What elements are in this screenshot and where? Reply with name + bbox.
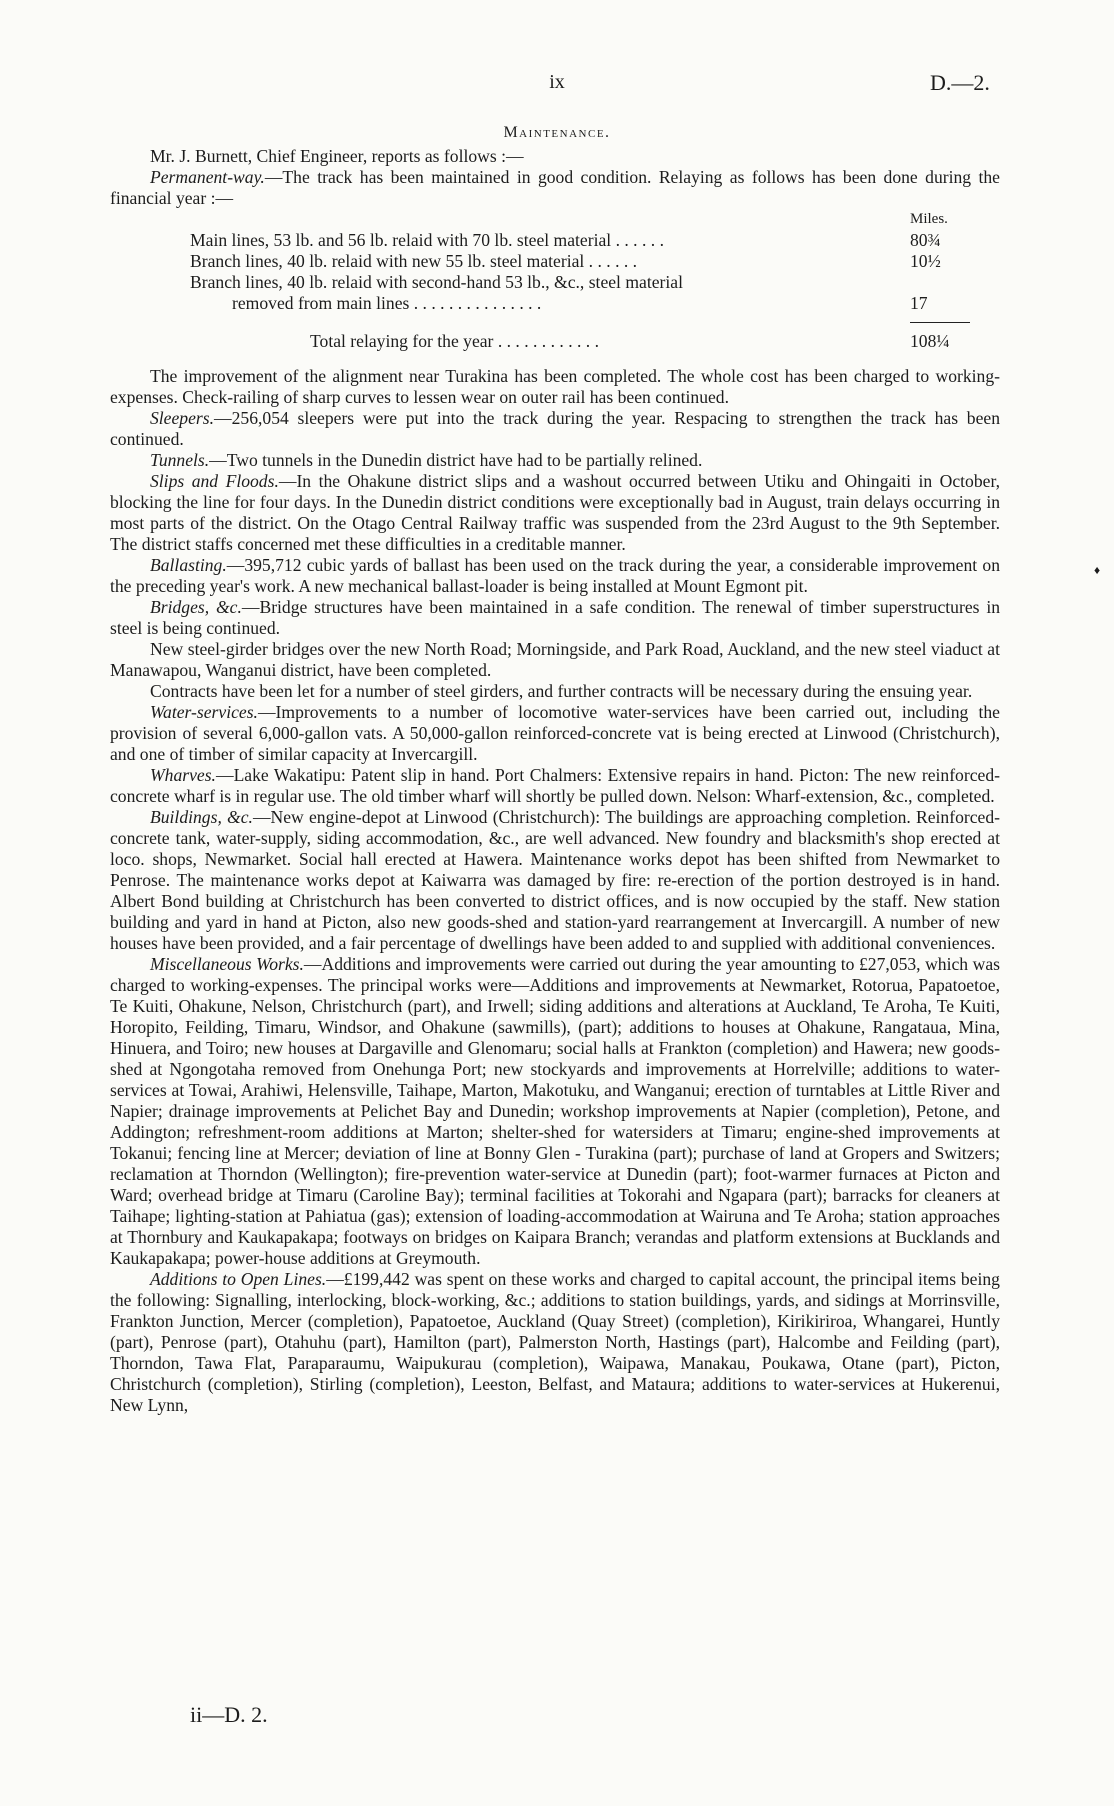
relaying-row: removed from main lines . . . . . . . . . . . . . . . 17 <box>232 293 928 313</box>
document-body <box>110 146 1000 1416</box>
wharves-paragraph: Wharves.—Lake Wakatipu: Patent slip in hand. Port Chalmers: Extensive repairs in hand. Picton: The new reinforced-concrete wharf is in regular use. The old timber wharf will shortly be pulled down. Nelson: Wharf-extension, &c., completed. <box>110 765 1000 806</box>
total-rule <box>910 322 970 323</box>
relaying-row: Branch lines, 40 lb. relaid with new 55 lb. steel material . . . . . . 10½ <box>190 251 941 271</box>
relaying-row: Main lines, 53 lb. and 56 lb. relaid with 70 lb. steel material . . . . . . 80¾ <box>190 230 941 250</box>
bridges-paragraph: Bridges, &c.—Bridge structures have been maintained in a safe condition. The renewal of timber superstructures in steel is being continued. <box>110 597 1000 638</box>
permanent-way-title: Permanent-way. <box>150 167 265 187</box>
relaying-row: Branch lines, 40 lb. relaid with second-hand 53 lb., &c., steel material <box>190 272 683 292</box>
sleepers-paragraph: Sleepers.—256,054 sleepers were put into the track during the year. Respacing to strengthen the track has been continued. <box>110 408 1000 449</box>
page-footer: ii—D. 2. <box>190 1702 268 1727</box>
relaying-unit-row <box>110 209 1000 230</box>
page-number: ix <box>549 71 565 93</box>
document-reference: D.—2. <box>930 70 990 95</box>
relaying-total-row: Total relaying for the year . . . . . . . . . . . . 108¼ <box>310 331 950 351</box>
permanent-way-paragraph: Permanent-way.—The track has been maintained in good condition. Relaying as follows has been done during the financial year :— <box>110 167 1000 208</box>
unit-label: Miles. <box>910 211 948 227</box>
margin-mark: ♦ <box>1094 563 1101 577</box>
tunnels-paragraph: Tunnels.—Two tunnels in the Dunedin district have had to be partially relined. <box>150 450 703 470</box>
buildings-paragraph: Buildings, &c.—New engine-depot at Linwood (Christchurch): The buildings are approaching completion. Reinforced-concrete tank, water-supply, siding accommodation, &c., are well advanced. New foundry and blacksmith's shop erected at loco. shops, Newmarket. Social hall erected at Hawera. Maintenance works depot has been shifted from Newmarket to Penrose. The maintenance works depot at Kaiwarra was damaged by fire: re-erection of the portion destroyed is in hand. Albert Bond building at Christchurch has been converted to district offices, and is now occupied by the staff. New station building and yard in hand at Picton, also new goods-shed and station-yard rearrangement at Invercargill. A number of new houses have been provided, and a fair percentage of dwellings have been added to and supplied with additional conveniences. <box>110 807 1000 953</box>
slips-floods-paragraph: Slips and Floods.—In the Ohakune district slips and a washout occurred between Utiku and Ohingaiti in October, blocking the line for four days. In the Dunedin district conditions were exceptionally bad in August, train delays occurring in most parts of the district. On the Otago Central Railway traffic was suspended from the 23rd August to the 9th September. The district staffs concerned met these difficulties in a creditable manner. <box>110 471 1000 554</box>
relaying-table <box>110 209 1000 352</box>
additions-open-lines-paragraph: Additions to Open Lines.—£199,442 was spent on these works and charged to capital account, the principal items being the following: Signalling, interlocking, block-working, &c.; additions to station buildings, yards, and sidings at Morrinsville, Frankton Junction, Mercer (completion), Papatoetoe, Auckland (Quay Street) (completion), Kirikiriroa, Whangarei, Huntly (part), Penrose (part), Otahuhu (part), Hamilton (part), Palmerston North, Hastings (part), Halcombe and Feilding (part), Thorndon, Tawa Flat, Paraparaumu, Waipukurau (completion), Waipawa, Manakau, Poukawa, Otane (part), Picton, Christchurch (completion), Stirling (completion), Leeston, Belfast, and Mataura; additions to water-services at Hukerenui, New Lynn, <box>110 1269 1000 1415</box>
section-heading: Maintenance. <box>503 124 611 141</box>
contracts-paragraph: Contracts have been let for a number of steel girders, and further contracts will be necessary during the ensuing year. <box>150 681 973 701</box>
intro-paragraph: Mr. J. Burnett, Chief Engineer, reports as follows :— <box>150 146 524 166</box>
alignment-paragraph: The improvement of the alignment near Turakina has been completed. The whole cost has been charged to working-expenses. Check-railing of sharp curves to lessen wear on outer rail has been continued. <box>110 366 1000 407</box>
miscellaneous-works-paragraph: Miscellaneous Works.—Additions and improvements were carried out during the year amounting to £27,053, which was charged to working-expenses. The principal works were—Additions and improvements at Newmarket, Rotorua, Papatoetoe, Te Kuiti, Ohakune, Nelson, Christchurch (part), and Irwell; siding additions and alterations at Auckland, Te Aroha, Te Kuiti, Horopito, Feilding, Timaru, Windsor, and Ohakune (sawmills), (part); additions to houses at Ohakune, Rangataua, Mina, Hinuera, and Toiro; new houses at Dargaville and Glenomaru; social halls at Frankton (completion) and Hawera; new goods-shed at Ngongotaha removed from Onehunga Port; new stockyards and improvements at Horrelville; additions to water-services at Towai, Arahiwi, Helensville, Taihape, Marton, Makotuku, and Wanganui; erection of turntables at Little River and Napier; drainage improvements at Pelichet Bay and Dunedin; workshop improvements at Napier (completion), Petone, and Addington; refreshment-room additions at Marton; shelter-shed for watersiders at Timaru; engine-shed improvements at Tokanui; fencing line at Mercer; deviation of line at Bonny Glen - Turakina (part); purchase of land at Gropers and Switzers; reclamation at Thorndon (Wellington); fire-prevention water-service at Dunedin (part); foot-warmer furnaces at Picton and Ward; overhead bridge at Timaru (Caroline Bay); terminal facilities at Tokorahi and Ngapara (part); barracks for cleaners at Taihape; lighting-station at Pahiatua (gas); extension of loading-accommodation at Wairuna and Te Aroha; station approaches at Thornbury and Kaukapakapa; footways on bridges on Kaipara Branch; verandas and platform extensions at Bucklands and Kaukapakapa; power-house additions at Greymouth. <box>110 954 1000 1268</box>
steel-girder-paragraph: New steel-girder bridges over the new North Road; Morningside, and Park Road, Auckland, and the new steel viaduct at Manawapou, Wanganui district, have been completed. <box>110 639 1000 680</box>
water-services-paragraph: Water-services.—Improvements to a number of locomotive water-services have been carried out, including the provision of several 6,000-gallon vats. A 50,000-gallon reinforced-concrete vat is being erected at Linwood (Christchurch), and one of timber of similar capacity at Invercargill. <box>110 702 1000 764</box>
ballasting-paragraph: Ballasting.—395,712 cubic yards of ballast has been used on the track during the year, a considerable improvement on the preceding year's work. A new mechanical ballast-loader is being installed at Mount Egmont pit. <box>110 555 1000 596</box>
